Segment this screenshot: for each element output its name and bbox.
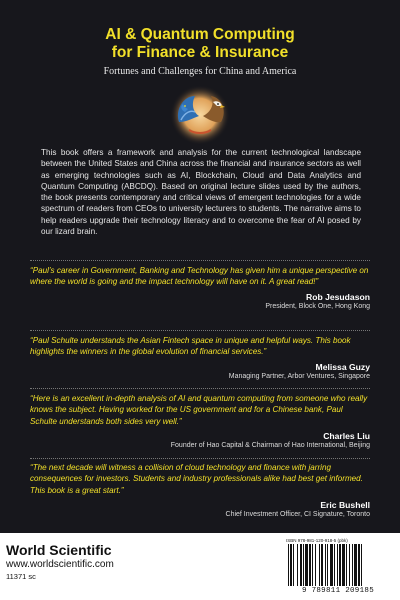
publisher-footer [0, 533, 400, 600]
endorsement-author: Melissa Guzy [315, 361, 370, 372]
endorsement [30, 335, 370, 380]
book-description: This book offers a framework and analysis for the current technological landscape between the United States and China across the financial and insurance sectors as well as emerging technologies such as AI, Blockchain, Cloud and Data Analytics and Quantum Computing (ABCDQ). Based on original lecture slides used by the authors, the book presents contemporary and critical views of emergent technologies for a wide spectrum of readers from CEOs to university lecturers to students. The narrative aims to help readers upgrade their technology literacy and to overcome the fear of AI posed by our lizard brain. [41, 148, 361, 237]
barcode-bar [297, 544, 298, 586]
barcode-bar [305, 544, 308, 586]
barcode-bar [354, 544, 357, 586]
barcode-bar [352, 544, 353, 586]
endorsement-role: Chief Investment Officer, CI Signature, Toronto [225, 511, 370, 519]
barcode-bar [349, 544, 350, 586]
barcode-bar [337, 544, 338, 586]
book-subtitle: Fortunes and Challenges for China and America [103, 66, 297, 77]
barcode-bar [315, 544, 316, 586]
separator [30, 260, 370, 261]
endorsement-quote: “Paul Schulte understands the Asian Fintech space in unique and helpful ways. This book highlights the winners in the global evolution of financial services.” [30, 336, 351, 357]
endorsement-quote: “The next decade will witness a collision of cloud technology and finance with jarring consequences for investors. Students and industry professionals alike had best get informed. This book is a great start.” [30, 463, 363, 495]
barcode-bar [319, 544, 320, 586]
barcode-bar [325, 544, 326, 586]
book-title [0, 26, 400, 62]
barcode-bar [300, 544, 302, 586]
barcode-bar [309, 544, 311, 586]
separator [30, 458, 370, 459]
endorsement-author: Eric Bushell [320, 500, 370, 511]
barcode-bar [334, 544, 335, 586]
endorsement [30, 462, 370, 518]
barcode-bar [303, 544, 304, 586]
barcode-bar [312, 544, 313, 586]
endorsement-author: Charles Liu [323, 431, 370, 442]
dragon-eagle-emblem [165, 82, 235, 148]
title-line-2: for Finance & Insurance [111, 44, 289, 61]
title-line-1: AI & Quantum Computing [105, 26, 295, 43]
barcode-bar [290, 544, 292, 586]
barcode-bar [330, 544, 333, 586]
barcode-bar [358, 544, 360, 586]
barcode-bar [346, 544, 347, 586]
barcode-bar [361, 544, 362, 586]
barcode-bar [293, 544, 294, 586]
endorsement-role: President, Block One, Hong Kong [265, 302, 370, 310]
endorsement-quote: “Paul’s career in Government, Banking and Technology has given him a unique perspective on where the world is going and the impact technology will have on it. A great read!” [30, 266, 369, 287]
separator [30, 330, 370, 331]
publisher-website[interactable]: www.worldscientific.com [6, 559, 114, 570]
publisher-name: World Scientific [6, 542, 112, 558]
endorsement-role: Founder of Hao Capital & Chairman of Hao International, Beijing [170, 442, 370, 450]
catalog-code: 11371 sc [6, 572, 36, 581]
endorsement-author: Rob Jesudason [306, 291, 370, 302]
barcode-bar [339, 544, 341, 586]
barcode-bar [288, 544, 289, 586]
isbn-label: ISBN 978-981-120-918-5 (pbk) [286, 538, 348, 543]
isbn-barcode [286, 544, 390, 586]
barcode-bar [321, 544, 323, 586]
barcode-bar [327, 544, 328, 586]
barcode-bar [342, 544, 345, 586]
endorsement-quote: “Here is an excellent in-depth analysis of AI and quantum computing from someone who really knows the subject. Having worked for the US government and for a Chinese bank, Paul Schulte understands both sides very well.” [30, 394, 368, 426]
barcode-number: 9 789811 209185 [301, 587, 374, 595]
separator [30, 388, 370, 389]
endorsement [30, 393, 370, 449]
endorsement-role: Managing Partner, Arbor Ventures, Singapore [228, 372, 370, 380]
endorsement [30, 265, 370, 310]
